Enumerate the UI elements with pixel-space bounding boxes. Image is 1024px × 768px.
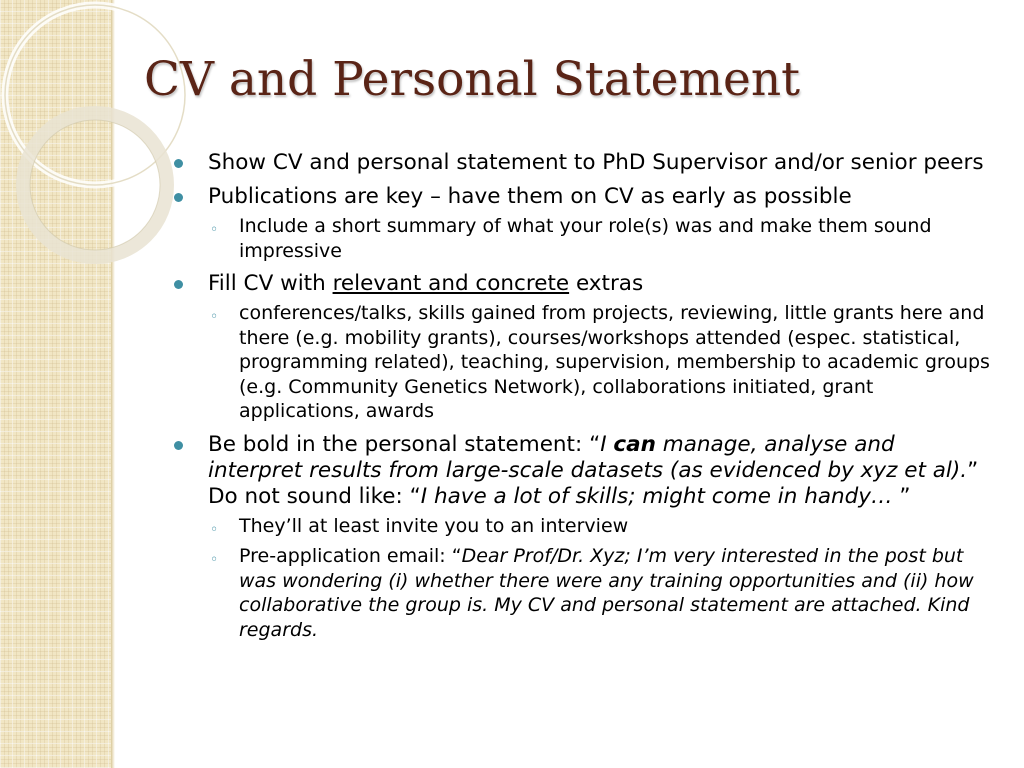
sub-bullet-list xyxy=(208,301,992,424)
bullet-dot-icon xyxy=(174,159,183,168)
sub-bullet-icon: ◦ xyxy=(210,552,219,568)
quote-bold-italic: can xyxy=(613,431,656,457)
bullet-text-post: ” xyxy=(892,483,911,509)
bullet-text: Show CV and personal statement to PhD Supervisor and/or senior peers xyxy=(208,150,984,175)
slide-title: CV and Personal Statement xyxy=(144,52,800,107)
sub-bullet-icon: ◦ xyxy=(210,521,219,538)
sub-bullet-item xyxy=(172,214,992,263)
sub-bullet-icon: ◦ xyxy=(210,309,219,325)
sub-bullet-item xyxy=(172,514,992,539)
sub-bullet-text-pre: Pre-application email: “ xyxy=(239,545,462,567)
bullet-item xyxy=(172,184,992,263)
sub-bullet-list xyxy=(208,514,992,643)
quote-italic-1: I xyxy=(600,431,614,457)
slide-body xyxy=(172,150,992,650)
quote-italic-3: I have a lot of skills; might come in handy… xyxy=(420,483,893,509)
bullet-text: Publications are key – have them on CV as early as possible xyxy=(208,184,852,209)
bullet-text-pre: Be bold in the personal statement: “ xyxy=(208,431,601,457)
sub-bullet-item xyxy=(172,301,992,424)
bullet-dot-icon xyxy=(174,280,183,289)
sub-bullet-text: Include a short summary of what your role(s) was and make them sound impressive xyxy=(239,215,932,262)
bullet-item xyxy=(172,150,992,176)
bullet-text-pre: Fill CV with xyxy=(208,271,333,296)
quote-italic-2: manage, analyse and interpret results from large-scale datasets (as evidenced by xyz et al). xyxy=(208,431,968,483)
bullet-list xyxy=(172,150,992,642)
sub-bullet-item xyxy=(172,544,992,642)
underlined-phrase: relevant and concrete xyxy=(332,271,570,296)
bullet-item xyxy=(172,271,992,424)
bullet-dot-icon xyxy=(174,193,183,202)
bullet-item xyxy=(172,432,992,643)
sub-bullet-list xyxy=(208,214,992,263)
sub-bullet-text: conferences/talks, skills gained from projects, reviewing, little grants here and there (e.g. mobility grants), courses/workshops attended (espec. statistical, programming related), teaching, supervision, membership to academic groups (e.g. Community Genetics Network), collaborations initiated, grant applications, awards xyxy=(239,302,990,422)
bullet-text-mid: ” Do not sound like: “ xyxy=(208,457,979,509)
bullet-text-post: extras xyxy=(569,271,644,296)
decorative-circles xyxy=(0,0,200,300)
bullet-dot-icon xyxy=(174,441,183,450)
sub-bullet-icon: ◦ xyxy=(210,222,219,238)
sub-bullet-text: They’ll at least invite you to an interview xyxy=(239,514,629,537)
email-quote-italic: Dear Prof/Dr. Xyz; I’m very interested in the post but was wondering (i) whether there were any training opportunities and (ii) how collaborative the group is. My CV and personal statement are attached. Kind regards. xyxy=(239,545,974,641)
